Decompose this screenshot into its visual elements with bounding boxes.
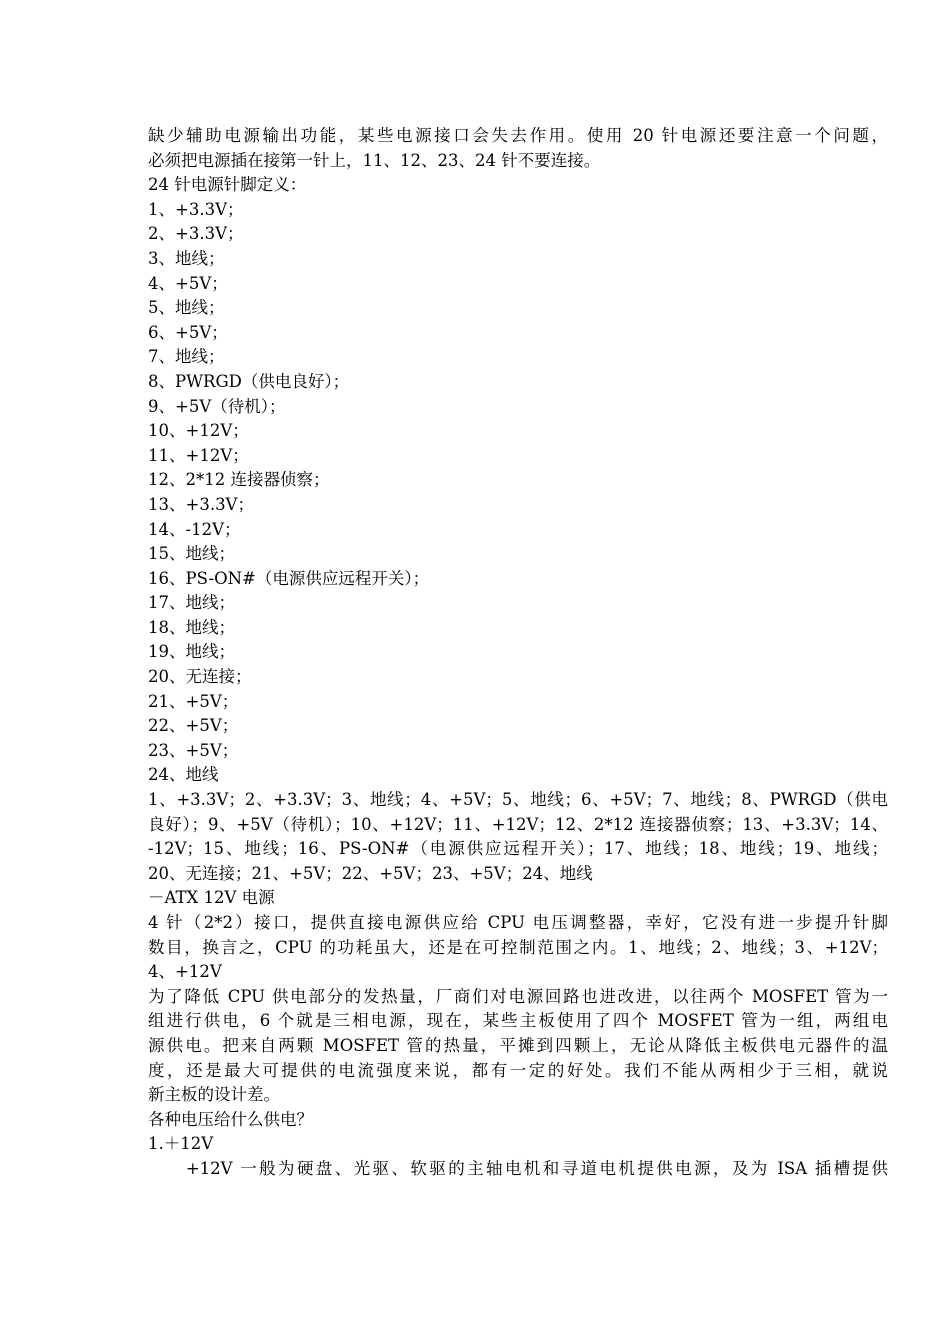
- pin-item: 24、地线: [148, 765, 219, 785]
- pin-list: [148, 198, 888, 788]
- plus-12v-line: +12V 一般为硬盘、光驱、软驱的主轴电机和寻道电机提供电源，及为 ISA 插槽提供: [148, 1158, 888, 1178]
- mosfet-line: 为了降低 CPU 供电部分的发热量，厂商们对电源回路也进改进，以往两个 MOSFET 管为一: [148, 986, 888, 1006]
- pin-item: 11、+12V；: [148, 445, 249, 465]
- document-body: [148, 124, 888, 1182]
- pin-item: 12、2*12 连接器侦察；: [148, 470, 330, 490]
- mosfet-line: 新主板的设计差。: [148, 1085, 280, 1105]
- pin-item: 10、+12V；: [148, 421, 249, 441]
- summary-line: -12V；15、地线；16、PS-ON#（电源供应远程开关）；17、地线；18、地线；19、地线；: [148, 839, 888, 859]
- plus-12v-heading: 1.＋12V: [148, 1134, 214, 1154]
- mosfet-line: 度，还是最大可提供的电流强度来说，都有一定的好处。我们不能从两相少于三相，就说: [148, 1060, 888, 1080]
- mosfet-line: 源供电。把来自两颗 MOSFET 管的热量，平摊到四颗上，无论从降低主板供电元器件的温: [148, 1035, 888, 1055]
- pin-item: 13、+3.3V；: [148, 494, 254, 514]
- pin-item: 16、PS-ON#（电源供应远程开关）；: [148, 568, 430, 588]
- pin-item: 15、地线；: [148, 544, 235, 564]
- pin-item: 5、地线；: [148, 298, 225, 318]
- atx-paragraph: [148, 911, 888, 985]
- pin-item: 8、PWRGD（供电良好）；: [148, 371, 350, 391]
- pin-item: 22、+5V；: [148, 716, 239, 736]
- atx-12v-heading: －ATX 12V 电源: [148, 888, 275, 908]
- pin-summary-paragraph: [148, 788, 888, 886]
- pin-item: 21、+5V；: [148, 691, 239, 711]
- pin-item: 20、无连接；: [148, 667, 252, 687]
- atx-line: 4 针（2*2）接口，提供直接电源供应给 CPU 电压调整器，幸好，它没有进一步提升针脚: [148, 913, 888, 932]
- pin-item: 6、+5V；: [148, 322, 228, 342]
- summary-line: 良好）；9、+5V（待机）；10、+12V；11、+12V；12、2*12 连接器侦察；13、+3.3V；14、: [148, 814, 888, 834]
- pin-item: 9、+5V（待机）；: [148, 396, 286, 416]
- pin-item: 18、地线；: [148, 617, 235, 637]
- pin-item: 14、-12V；: [148, 519, 241, 539]
- pin-item: 2、+3.3V；: [148, 224, 244, 244]
- pin-item: 23、+5V；: [148, 740, 239, 760]
- pin-item: 17、地线；: [148, 593, 235, 613]
- pin-item: 1、+3.3V；: [148, 199, 244, 219]
- pin-definition-heading: 24 针电源针脚定义：: [148, 175, 307, 195]
- pin-item: 4、+5V；: [148, 273, 228, 293]
- mosfet-line: 组进行供电，6 个就是三相电源，现在，某些主板使用了四个 MOSFET 管为一组，两组电: [148, 1011, 888, 1031]
- mosfet-paragraph: [148, 985, 888, 1108]
- atx-line: 数目，换言之，CPU 的功耗虽大，还是在可控制范围之内。1、地线；2、地线；3、+12V；: [148, 937, 888, 957]
- intro-line-1: 缺少辅助电源输出功能，某些电源接口会失去作用。使用 20 针电源还要注意一个问题，: [148, 126, 888, 145]
- atx-line: 4、+12V: [148, 962, 222, 982]
- summary-line: 20、无连接；21、+5V；22、+5V；23、+5V；24、地线: [148, 863, 593, 883]
- voltage-question-heading: 各种电压给什么供电？: [148, 1109, 313, 1129]
- intro-line-2: 必须把电源插在接第一针上，11、12、23、24 针不要连接。: [148, 150, 601, 170]
- pin-item: 19、地线；: [148, 642, 235, 662]
- summary-line: 1、+3.3V；2、+3.3V；3、地线；4、+5V；5、地线；6、+5V；7、地线；8、PWRGD（供电: [148, 790, 888, 810]
- pin-item: 7、地线；: [148, 347, 225, 367]
- pin-item: 3、地线；: [148, 248, 225, 268]
